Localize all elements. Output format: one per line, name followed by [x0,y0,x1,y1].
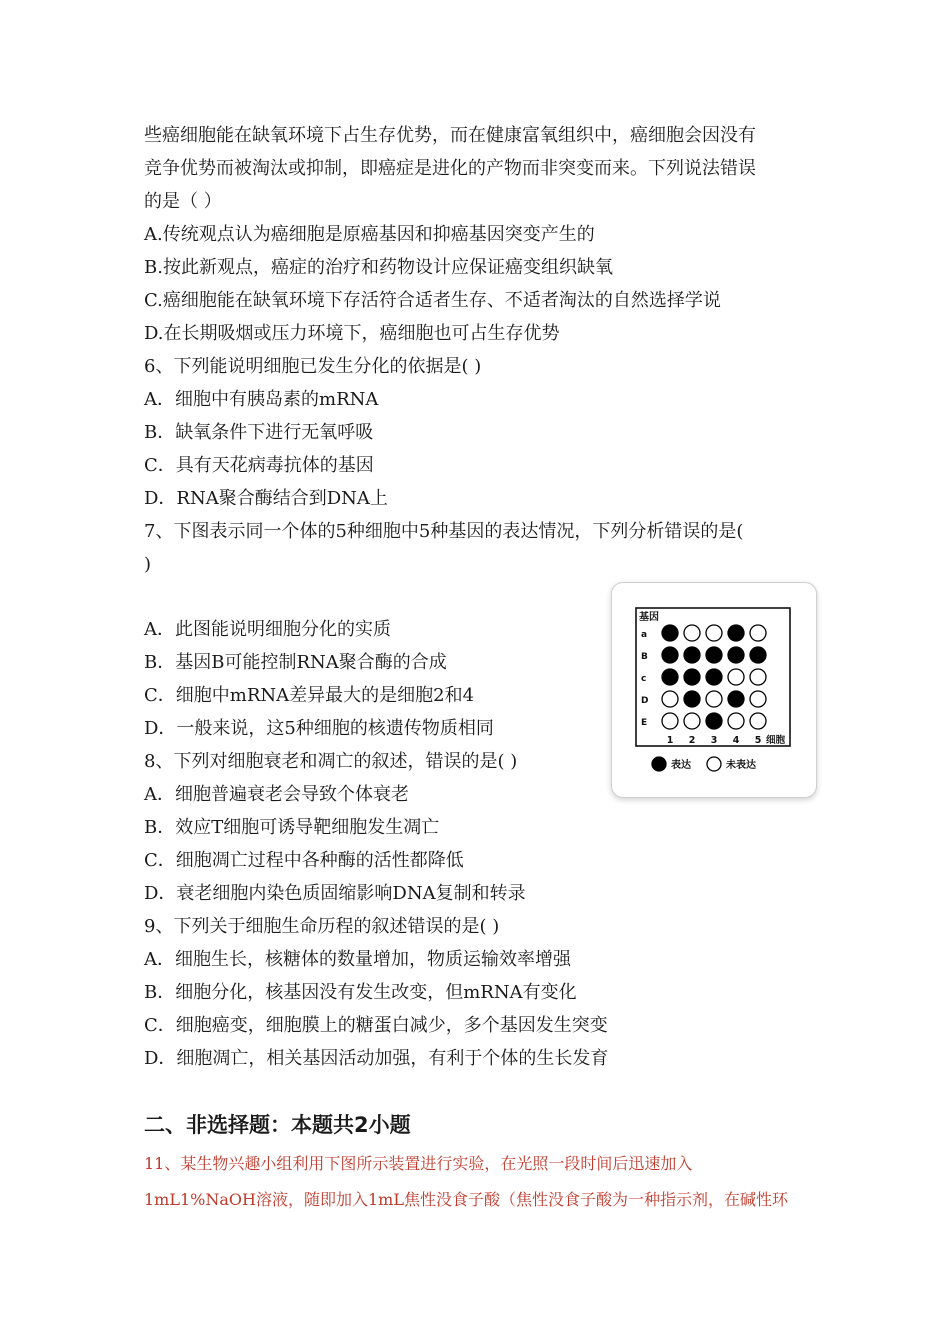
q6-option-a: A．细胞中有胰岛素的mRNA [144,389,379,410]
q11-line-2: 1mL1%NaOH溶液，随即加入1mL焦性没食子酸（焦性没食子酸为一种指示剂，在碱性环 [144,1190,788,1209]
q9-option-b: B．细胞分化，核基因没有发生改变，但mRNA有变化 [144,982,577,1003]
q7-option-d: D．一般来说，这5种细胞的核遗传物质相同 [144,718,494,739]
gene-label-a: a [641,630,648,640]
expression-dot-c-cell3-expressed [706,669,722,685]
expression-dot-E-cell5-not-expressed [750,713,766,729]
expression-dot-c-cell5-not-expressed [750,669,766,685]
q6-option-c: C．具有天花病毒抗体的基因 [144,455,374,476]
expression-dot-c-cell1-expressed [662,669,678,685]
q6-stem: 6、下列能说明细胞已发生分化的依据是( ) [144,356,482,377]
cell-label-5: 5 [754,735,762,746]
gene-expression-figure [611,582,817,798]
gene-expression-svg [612,583,816,797]
expression-dot-a-cell5-not-expressed [750,625,766,641]
expression-dot-D-cell5-not-expressed [750,691,766,707]
q7-stem-line-2: ) [144,554,152,575]
q5-option-d: D.在长期吸烟或压力环境下，癌细胞也可占生存优势 [144,323,560,344]
q8-stem: 8、下列对细胞衰老和凋亡的叙述，错误的是( ) [144,751,518,772]
q9-option-c: C．细胞癌变，细胞膜上的糖蛋白减少，多个基因发生突变 [144,1015,608,1036]
expression-dot-D-cell4-expressed [728,691,744,707]
expression-dot-D-cell2-expressed [684,691,700,707]
gene-label-B: B [641,652,648,662]
legend-not-expressed-marker [707,757,721,771]
expression-dot-E-cell4-not-expressed [728,713,744,729]
expression-dot-D-cell1-not-expressed [662,691,678,707]
q5-option-b: B.按此新观点，癌症的治疗和药物设计应保证癌变组织缺氧 [144,257,613,278]
legend-expressed-marker [652,757,666,771]
figure-title: 基因 [639,612,659,623]
legend-not-expressed-label: 未表达 [726,760,756,771]
expression-dot-B-cell1-expressed [662,647,678,663]
cell-label-1: 1 [666,735,674,746]
expression-dot-B-cell5-expressed [750,647,766,663]
gene-label-D: D [641,696,649,706]
expression-dot-c-cell2-expressed [684,669,700,685]
q9-option-d: D．细胞凋亡，相关基因活动加强，有利于个体的生长发育 [144,1048,609,1069]
q9-option-a: A．细胞生长，核糖体的数量增加，物质运输效率增强 [144,949,571,970]
cell-label-2: 2 [688,735,696,746]
q8-option-a: A．细胞普遍衰老会导致个体衰老 [144,784,409,805]
gene-label-E: E [641,718,648,728]
expression-dot-B-cell2-expressed [684,647,700,663]
expression-dot-B-cell4-expressed [728,647,744,663]
expression-dot-a-cell3-not-expressed [706,625,722,641]
q6-option-b: B．缺氧条件下进行无氧呼吸 [144,422,374,443]
q8-option-b: B．效应T细胞可诱导靶细胞发生凋亡 [144,817,440,838]
expression-dot-E-cell2-not-expressed [684,713,700,729]
q7-option-a: A．此图能说明细胞分化的实质 [144,619,391,640]
gene-label-c: c [641,674,647,684]
q11-line-1: 11、某生物兴趣小组利用下图所示装置进行实验，在光照一段时间后迅速加入 [144,1154,693,1173]
q7-option-c: C．细胞中mRNA差异最大的是细胞2和4 [144,685,475,706]
q5-option-a: A.传统观点认为癌细胞是原癌基因和抑癌基因突变产生的 [144,224,595,245]
expression-dot-a-cell1-expressed [662,625,678,641]
section-2-heading: 二、非选择题：本题共2小题 [144,1113,411,1137]
q5-stem-line-3: 的是（ ） [144,191,222,212]
expression-dot-E-cell1-not-expressed [662,713,678,729]
q5-stem-line-2: 竞争优势而被淘汰或抑制，即癌症是进化的产物而非突变而来。下列说法错误 [144,158,756,179]
expression-dot-a-cell2-not-expressed [684,625,700,641]
q7-stem-line-1: 7、下图表示同一个体的5种细胞中5种基因的表达情况，下列分析错误的是( [144,521,744,542]
expression-dot-B-cell3-expressed [706,647,722,663]
expression-dot-E-cell3-expressed [706,713,722,729]
expression-dot-a-cell4-expressed [728,625,744,641]
q5-option-c: C.癌细胞能在缺氧环境下存活符合适者生存、不适者淘汰的自然选择学说 [144,290,721,311]
q8-option-d: D．衰老细胞内染色质固缩影响DNA复制和转录 [144,883,526,904]
cells-axis-label: 细胞 [766,735,786,746]
legend-expressed-label: 表达 [671,760,691,771]
q6-option-d: D．RNA聚合酶结合到DNA上 [144,488,388,509]
expression-dot-c-cell4-not-expressed [728,669,744,685]
q8-option-c: C．细胞凋亡过程中各种酶的活性都降低 [144,850,464,871]
cell-label-4: 4 [732,735,740,746]
q5-stem-line-1: 些癌细胞能在缺氧环境下占生存优势，而在健康富氧组织中，癌细胞会因没有 [144,125,756,146]
q7-option-b: B．基因B可能控制RNA聚合酶的合成 [144,652,447,673]
cell-label-3: 3 [710,735,718,746]
q9-stem: 9、下列关于细胞生命历程的叙述错误的是( ) [144,916,500,937]
expression-dot-D-cell3-not-expressed [706,691,722,707]
